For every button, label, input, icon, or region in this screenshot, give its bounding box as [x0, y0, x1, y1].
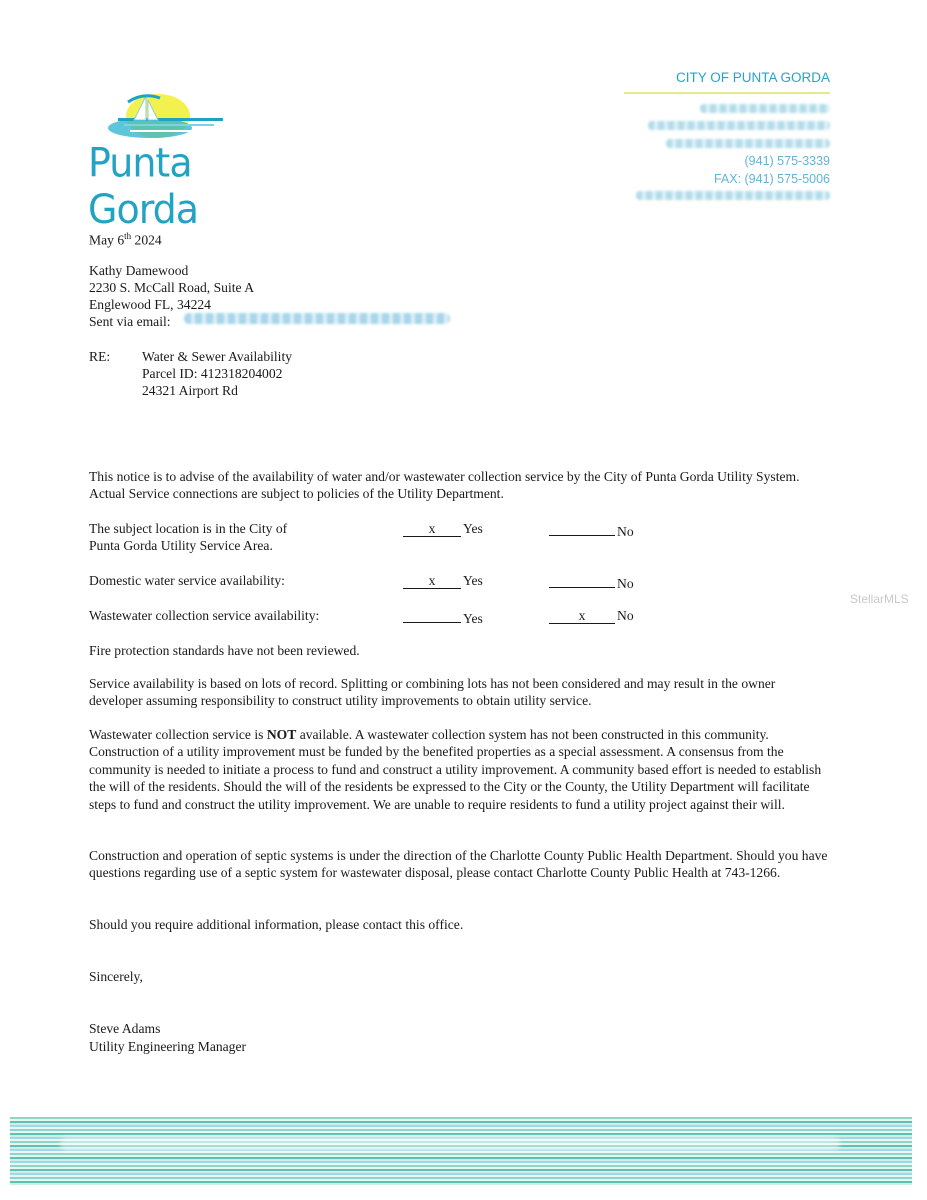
form-row-label: Wastewater collection service availability: [89, 608, 320, 623]
yes-field: x Yes [403, 520, 483, 537]
letter-date: May 6th 2024 [89, 231, 162, 248]
letterhead-redacted-line [666, 139, 830, 148]
letterhead-phone: (941) 575-3339 [744, 154, 830, 168]
form-row-label: Domestic water service availability: [89, 573, 285, 588]
signer-title: Utility Engineering Manager [89, 1039, 247, 1054]
septic-paragraph: Construction and operation of septic systems is under the direction of the Charlotte County Public Health Department. Should you have questions regarding use of a septic system for wastewater disposal, please contact Charlotte County Public Health at 743-1266. [89, 848, 828, 881]
sent-via-label: Sent via email: [89, 314, 171, 329]
additional-info: Should you require additional information, please contact this office. [89, 917, 464, 932]
re-parcel: Parcel ID: 412318204002 [142, 366, 283, 381]
fire-protection-note: Fire protection standards have not been reviewed. [89, 643, 360, 658]
city-logo [88, 88, 258, 233]
letterhead-org-name: CITY OF PUNTA GORDA [675, 70, 830, 85]
recipient-city: Englewood FL, 34224 [89, 297, 211, 312]
logo-wordmark: Punta Gorda [88, 139, 199, 233]
recipient-name: Kathy Damewood [89, 263, 189, 278]
no-field: No [549, 520, 634, 540]
letterhead-redacted-line [648, 121, 830, 130]
no-field: x No [549, 607, 634, 624]
yes-field: Yes [403, 607, 483, 627]
no-field: No [549, 572, 634, 592]
letterhead-rule [624, 92, 830, 94]
form-row-label: Punta Gorda Utility Service Area. [89, 538, 273, 553]
watermark: StellarMLS [850, 592, 909, 606]
letterhead-fax: FAX: (941) 575-5006 [713, 172, 830, 186]
wastewater-paragraph: Wastewater collection service is NOT available. A wastewater collection system has not been constructed in this community. Construction of a utility improvement must be funded by the benefited properties as a special assessment. A consensus from the community is needed to initiate a process to fund and construct a utility improvement. A community based effort is needed to establish the will of the residents. Should the will of the residents be expressed to the City or the County, the Utility Department will facilitate steps to fund and construct the utility improvement. We are unable to require residents to fund a utility project against their will. [89, 727, 822, 812]
re-label: RE: [89, 349, 111, 364]
re-subject: Water & Sewer Availability [142, 349, 293, 364]
form-row-label: The subject location is in the City of [89, 521, 288, 536]
letterhead-redacted-line [700, 104, 830, 113]
intro-paragraph: This notice is to advise of the availability of water and/or wastewater collection service by the City of Punta Gorda Utility System. Actual Service connections are subject to policies of the Utility Department. [89, 469, 800, 502]
footer-band [10, 1117, 912, 1185]
re-address: 24321 Airport Rd [142, 383, 238, 398]
closing: Sincerely, [89, 969, 143, 984]
recipient-street: 2230 S. McCall Road, Suite A [89, 280, 255, 295]
redacted-email [184, 313, 450, 324]
service-paragraph: Service availability is based on lots of record. Splitting or combining lots has not been considered and may result in the owner developer assuming responsibility to construct utility improvements to obtain utility service. [89, 676, 776, 709]
yes-field: x Yes [403, 572, 483, 589]
letterhead-redacted-line [636, 191, 830, 200]
footer-redacted-text [60, 1137, 840, 1151]
signer-name: Steve Adams [89, 1021, 161, 1036]
